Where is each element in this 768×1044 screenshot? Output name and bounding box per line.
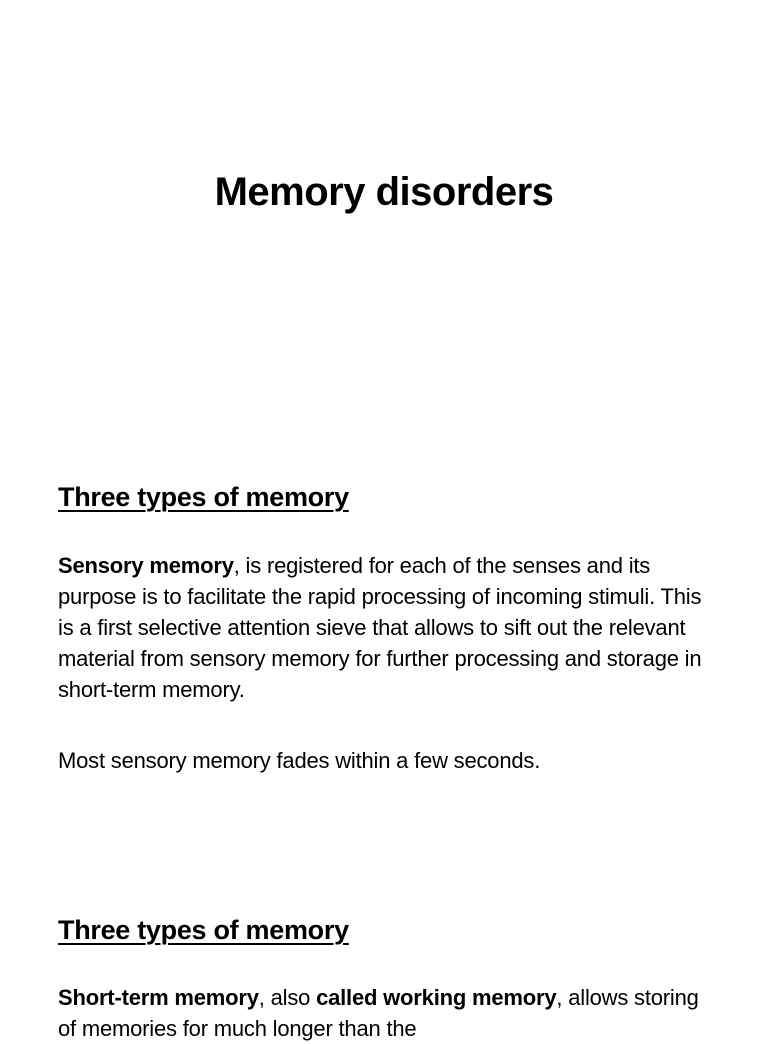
sensory-memory-paragraph [58, 550, 718, 705]
short-term-memory-term: Short-term memory [58, 985, 259, 1010]
sensory-memory-description: , is registered for each of the senses and its purpose is to facilitate the rapid processing of incoming stimuli. This is a first selective attention sieve that allows to sift out the relevant material from sensory memory for further processing and storage in short-term memory. [58, 553, 702, 702]
sensory-memory-fade-note: Most sensory memory fades within a few seconds. [58, 748, 541, 773]
short-term-memory-slide [0, 865, 768, 1041]
short-term-memory-text-1: , also [258, 985, 317, 1010]
working-memory-term: called working memory [316, 985, 557, 1010]
sensory-memory-slide [0, 430, 768, 865]
slide-heading: Three types of memory [58, 482, 349, 512]
short-term-memory-paragraph [58, 982, 718, 1044]
slide-heading: Three types of memory [58, 915, 349, 945]
title-slide [0, 0, 768, 430]
sensory-memory-term: Sensory memory [58, 553, 234, 578]
page-title: Memory disorders [214, 170, 554, 214]
short-term-memory-text-2: , allows storing of memories for much longer than the [58, 985, 699, 1041]
